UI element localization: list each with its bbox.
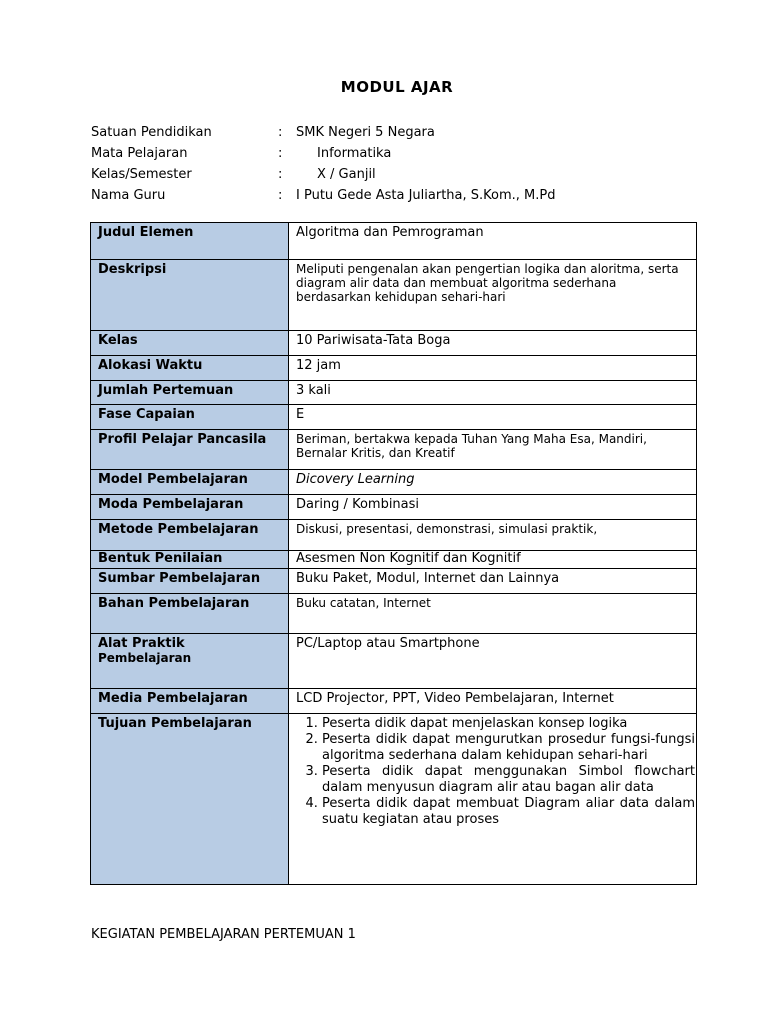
row-label: Model Pembelajaran — [91, 470, 289, 495]
row-label-sub: Pembelajaran — [98, 651, 192, 665]
info-value: SMK Negeri 5 Negara — [296, 125, 435, 140]
row-label: Alokasi Waktu — [91, 356, 289, 381]
table-row — [91, 520, 697, 551]
row-value: Meliputi pengenalan akan pengertian logika dan aloritma, serta diagram alir data dan membuat algoritma sederhana berdasarkan kehidupan sehari-hari — [289, 260, 697, 331]
info-colon: : — [278, 188, 283, 203]
info-colon: : — [278, 125, 283, 140]
row-value: Beriman, bertakwa kepada Tuhan Yang Maha Esa, Mandiri, Bernalar Kritis, dan Kreatif — [289, 430, 697, 470]
row-label: Tujuan Pembelajaran — [91, 714, 289, 885]
info-value: Informatika — [317, 146, 392, 161]
table-row — [91, 569, 697, 594]
list-item: 1. Peserta didik dapat menjelaskan konsep logika — [322, 716, 695, 732]
table-row — [91, 405, 697, 430]
goals-list — [296, 716, 695, 828]
info-value: I Putu Gede Asta Juliartha, S.Kom., M.Pd — [296, 188, 556, 203]
identity-block — [91, 122, 556, 206]
table-row — [91, 594, 697, 634]
table-row — [91, 689, 697, 714]
row-label: Bentuk Penilaian — [91, 551, 289, 569]
table-row — [91, 495, 697, 520]
row-label-main: Alat Praktik — [98, 636, 185, 651]
row-label: Sumbar Pembelajaran — [91, 569, 289, 594]
list-item: 2. Peserta didik dapat mengurutkan prosedur fungsi-fungsi algoritma sederhana dalam kehidupan sehari-hari — [322, 732, 695, 764]
row-value: LCD Projector, PPT, Video Pembelajaran, Internet — [289, 689, 697, 714]
row-value: Diskusi, presentasi, demonstrasi, simulasi praktik, — [289, 520, 697, 551]
row-label: Deskripsi — [91, 260, 289, 331]
row-value: 12 jam — [289, 356, 697, 381]
info-row-teacher — [91, 185, 556, 206]
section-heading: KEGIATAN PEMBELAJARAN PERTEMUAN 1 — [91, 927, 356, 942]
row-value: Buku catatan, Internet — [289, 594, 697, 634]
table-row — [91, 223, 697, 260]
table-row — [91, 430, 697, 470]
table-row — [91, 260, 697, 331]
row-value: Dicovery Learning — [289, 470, 697, 495]
modul-table — [90, 222, 697, 885]
row-label: Jumlah Pertemuan — [91, 381, 289, 405]
row-label: Judul Elemen — [91, 223, 289, 260]
row-value: Algoritma dan Pemrograman — [289, 223, 697, 260]
row-value: E — [289, 405, 697, 430]
table-row — [91, 381, 697, 405]
table-row — [91, 356, 697, 381]
row-value: Buku Paket, Modul, Internet dan Lainnya — [289, 569, 697, 594]
row-value: Daring / Kombinasi — [289, 495, 697, 520]
table-row — [91, 551, 697, 569]
list-item: 3. Peserta didik dapat menggunakan Simbol flowchart dalam menyusun diagram alir atau bagan alir data — [322, 764, 695, 796]
row-label: Moda Pembelajaran — [91, 495, 289, 520]
row-label: Fase Capaian — [91, 405, 289, 430]
info-label: Satuan Pendidikan — [91, 125, 212, 140]
info-colon: : — [278, 167, 283, 182]
row-label: Bahan Pembelajaran — [91, 594, 289, 634]
table-row — [91, 714, 697, 885]
table-row — [91, 331, 697, 356]
info-colon: : — [278, 146, 283, 161]
row-value: Asesmen Non Kognitif dan Kognitif — [289, 551, 697, 569]
row-value — [289, 714, 697, 885]
row-label — [91, 634, 289, 689]
info-label: Nama Guru — [91, 188, 166, 203]
info-label: Mata Pelajaran — [91, 146, 188, 161]
info-label: Kelas/Semester — [91, 167, 192, 182]
row-value: PC/Laptop atau Smartphone — [289, 634, 697, 689]
info-value: X / Ganjil — [317, 167, 376, 182]
row-label: Kelas — [91, 331, 289, 356]
table-row — [91, 634, 697, 689]
info-row-school — [91, 122, 556, 143]
row-value: 3 kali — [289, 381, 697, 405]
row-label: Media Pembelajaran — [91, 689, 289, 714]
info-row-subject — [91, 143, 556, 164]
row-label: Profil Pelajar Pancasila — [91, 430, 289, 470]
table-row — [91, 470, 697, 495]
list-item: 4. Peserta didik dapat membuat Diagram aliar data dalam suatu kegiatan atau proses — [322, 796, 695, 828]
info-row-class — [91, 164, 556, 185]
row-label: Metode Pembelajaran — [91, 520, 289, 551]
page-title: MODUL AJAR — [340, 78, 454, 96]
row-value: 10 Pariwisata-Tata Boga — [289, 331, 697, 356]
